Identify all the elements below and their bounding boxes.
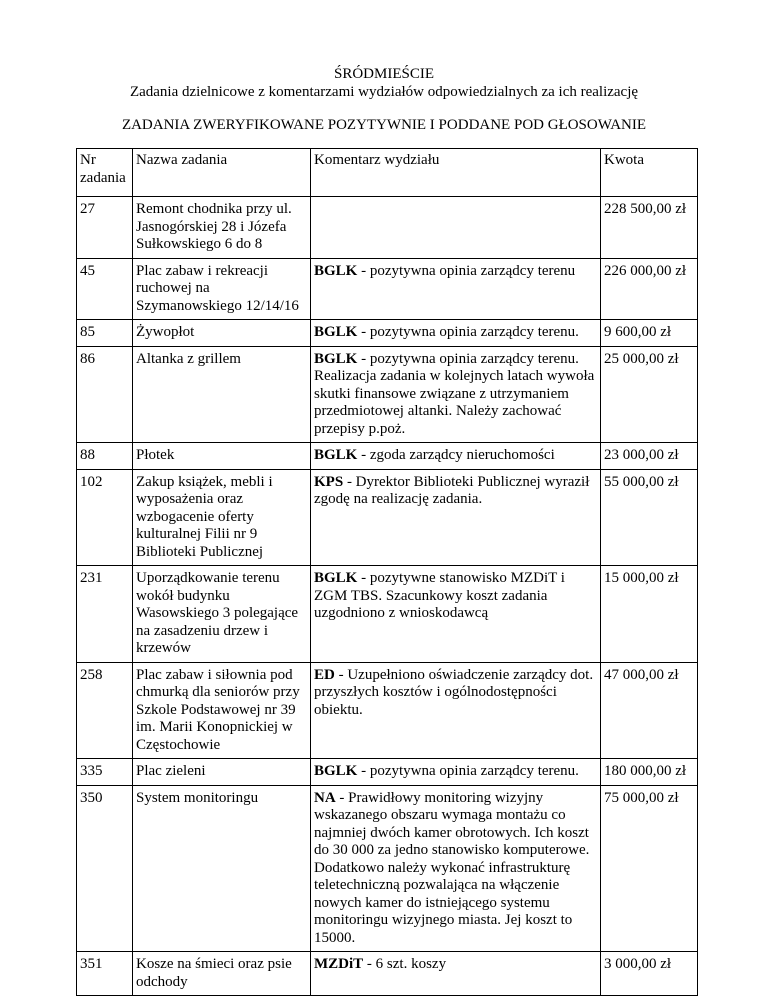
row-dept: KPS [314,473,344,490]
document-header [0,65,768,101]
table-row [77,469,698,566]
row-amount: 75 000,00 zł [601,785,698,952]
row-comment [311,258,601,320]
row-name: System monitoringu [133,785,311,952]
row-dept: BGLK [314,763,358,779]
table-row [77,952,698,996]
row-name: Plac zabaw i rekreacji ruchowej na Szymanowskiego 12/14/16 [133,258,311,320]
table-row [77,759,698,786]
header-amount: Kwota [601,149,698,197]
row-nr: 335 [77,759,133,786]
row-comment-text: - Uzupełniono oświadczenie zarządcy dot. przyszłych kosztów i ogólnodostępności obiektu. [314,666,594,718]
row-amount: 228 500,00 zł [601,197,698,259]
row-dept: MZDiT [314,956,364,972]
row-dept: BGLK [314,262,358,279]
section-title: ZADANIA ZWERYFIKOWANE POZYTYWNIE I PODDANE POD GŁOSOWANIE [121,117,647,133]
table-header-row [77,149,698,197]
row-comment-text: - pozytywna opinia zarządcy terenu. Realizacja zadania w kolejnych latach wywoła skutki finansowe związane z utrzymaniem przedmiotowej altanki. Należy zachować przepisy p.poż. [314,350,595,437]
row-comment-text: - pozytywna opinia zarządcy terenu [357,262,576,279]
row-amount: 9 600,00 zł [601,320,698,347]
header-comment: Komentarz wydziału [311,149,601,197]
header-nr: Nr zadania [77,149,133,197]
table-row [77,258,698,320]
tasks-table [76,148,698,996]
row-name: Żywopłot [133,320,311,347]
row-name: Płotek [133,443,311,470]
row-comment [311,197,601,259]
district-title: ŚRÓDMIEŚCIE [333,66,434,82]
row-nr: 102 [77,469,133,566]
row-dept: BGLK [314,570,358,586]
row-amount: 23 000,00 zł [601,443,698,470]
row-nr: 86 [77,346,133,443]
row-name: Zakup książek, mebli i wyposażenia oraz wzbogacenie oferty kulturalnej Filii nr 9 Biblioteki Publicznej [133,469,311,566]
row-amount: 55 000,00 zł [601,469,698,566]
table-row [77,566,698,663]
table-row [77,662,698,759]
row-name: Uporządkowanie terenu wokół budynku Wasowskiego 3 polegające na zasadzeniu drzew i krzewów [133,566,311,663]
row-dept: BGLK [314,324,358,340]
row-nr: 27 [77,197,133,259]
row-comment [311,759,601,786]
row-name: Kosze na śmieci oraz psie odchody [133,952,311,996]
row-comment-text: - Dyrektor Biblioteki Publicznej wyraził zgodę na realizację zadania. [314,473,590,507]
row-comment-text: - Prawidłowy monitoring wizyjny wskazanego obszaru wymaga montażu co najmniej dwóch kamer obrotowych. Ich koszt do 30 000 za jedno stanowisko komputerowe. Dodatkowo należy wykonać infrastrukturę teletechniczną pozwalająca na włączenie nowych kamer do istniejącego systemu monitoringu wizyjnego miasta. Jej koszt to 15000. [314,789,590,946]
row-comment-text: - zgoda zarządcy nieruchomości [357,447,555,463]
table-row [77,785,698,952]
row-comment-text: - pozytywna opinia zarządcy terenu. [357,763,579,779]
row-name: Remont chodnika przy ul. Jasnogórskiej 28 i Józefa Sułkowskiego 6 do 8 [133,197,311,259]
table-row [77,443,698,470]
row-comment [311,443,601,470]
row-nr: 258 [77,662,133,759]
row-amount: 3 000,00 zł [601,952,698,996]
row-comment [311,785,601,952]
row-dept: ED [314,666,335,683]
row-amount: 226 000,00 zł [601,258,698,320]
document-subtitle: Zadania dzielnicowe z komentarzami wydziałów odpowiedzialnych za ich realizację [129,84,639,100]
row-comment [311,952,601,996]
row-name: Plac zabaw i siłownia pod chmurką dla seniorów przy Szkole Podstawowej nr 39 im. Marii Konopnickiej w Częstochowie [133,662,311,759]
row-comment [311,346,601,443]
row-dept: BGLK [314,350,358,367]
row-comment [311,469,601,566]
row-comment-text: - pozytywne stanowisko MZDiT i ZGM TBS. Szacunkowy koszt zadania uzgodniono z wnioskodawcą [314,570,565,621]
table-row [77,320,698,347]
row-nr: 88 [77,443,133,470]
row-comment-text: - pozytywna opinia zarządcy terenu. [357,324,579,340]
row-comment [311,320,601,347]
row-name: Plac zieleni [133,759,311,786]
row-comment [311,566,601,663]
row-nr: 231 [77,566,133,663]
row-comment-text: - 6 szt. koszy [363,956,447,972]
header-name: Nazwa zadania [133,149,311,197]
table-row [77,346,698,443]
row-amount: 25 000,00 zł [601,346,698,443]
row-nr: 351 [77,952,133,996]
row-amount: 180 000,00 zł [601,759,698,786]
row-dept: BGLK [314,447,358,463]
table-row [77,197,698,259]
row-amount: 15 000,00 zł [601,566,698,663]
row-nr: 85 [77,320,133,347]
row-amount: 47 000,00 zł [601,662,698,759]
row-dept: NA [314,789,336,806]
row-name: Altanka z grillem [133,346,311,443]
row-comment [311,662,601,759]
row-nr: 350 [77,785,133,952]
row-nr: 45 [77,258,133,320]
